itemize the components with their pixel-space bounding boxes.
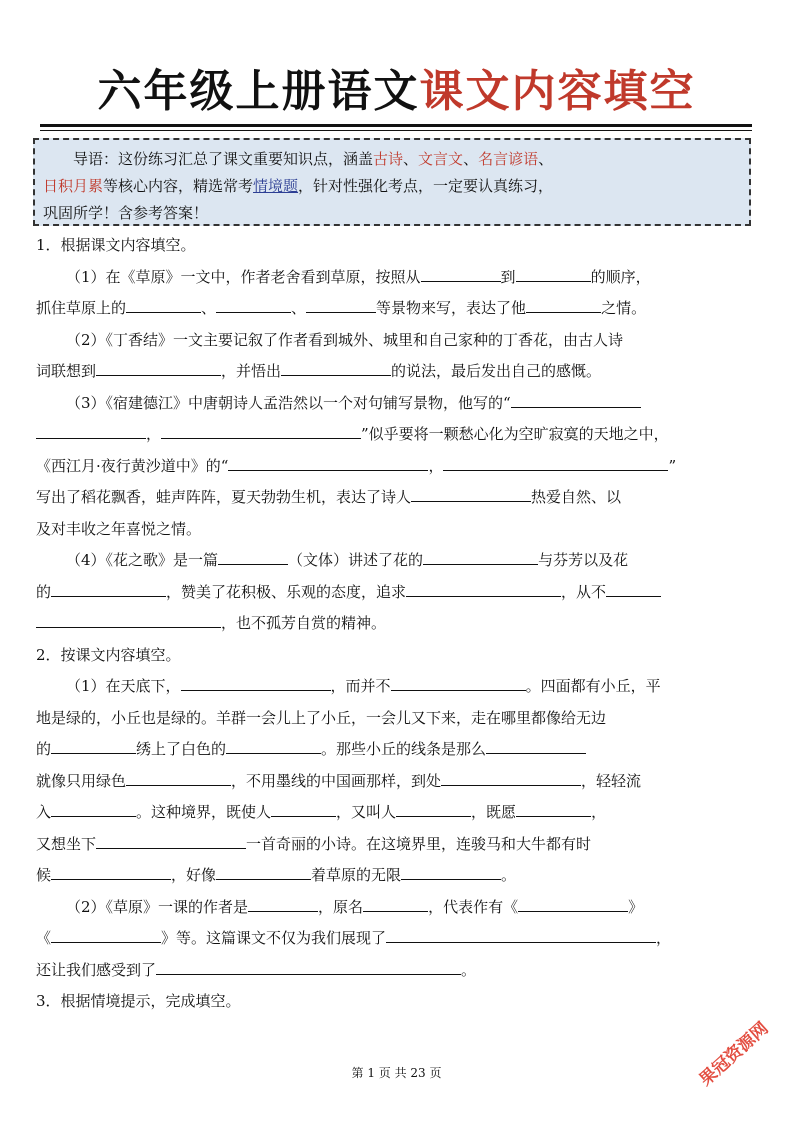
text: 》等。这篇课文不仅为我们展现了 xyxy=(161,929,387,947)
text: 。 xyxy=(501,866,517,884)
text: 抓住草原上的 xyxy=(36,299,127,317)
blank-field[interactable] xyxy=(363,895,428,912)
q2-p1-line7 xyxy=(36,860,758,892)
q2-p1-line3 xyxy=(36,734,758,766)
text: ，赞美了花积极、乐观的态度，追求 xyxy=(166,582,407,601)
text: ，轻轻流 xyxy=(581,771,642,790)
blank-field[interactable] xyxy=(516,800,591,817)
text: （1）在天底下， xyxy=(66,677,181,695)
blank-field[interactable] xyxy=(271,800,336,817)
q2-p1-line5 xyxy=(36,797,758,829)
text: 等景物来写，表达了他 xyxy=(376,299,527,317)
q2-p2-line1 xyxy=(36,892,758,924)
blank-field[interactable] xyxy=(51,737,136,754)
text: ，不用墨线的中国画那样，到处 xyxy=(231,771,442,790)
blank-field[interactable] xyxy=(386,926,656,943)
page-footer: 第 1 页 共 23 页 xyxy=(351,1066,442,1080)
title-rule-thin xyxy=(40,130,752,131)
text: 《 xyxy=(36,929,52,947)
text: 、 xyxy=(291,299,307,317)
text: 还让我们感受到了 xyxy=(36,960,157,979)
blank-field[interactable] xyxy=(306,296,376,313)
blank-field[interactable] xyxy=(51,580,166,597)
blank-field[interactable] xyxy=(516,265,591,282)
q2-p2-line3 xyxy=(36,955,758,987)
text: （文体）讲述了花的 xyxy=(288,551,424,569)
text: （1）在《草原》一文中，作者老舍看到草原，按照从 xyxy=(66,267,421,286)
intro-highlight-proverbs: 名言谚语 xyxy=(478,150,539,168)
intro-line-1 xyxy=(43,146,743,173)
intro-sep: 、 xyxy=(403,150,419,168)
blank-field[interactable] xyxy=(216,863,311,880)
q1-p2-line2 xyxy=(36,356,758,388)
blank-field[interactable] xyxy=(36,611,221,628)
q1-p4-line2 xyxy=(36,577,758,609)
text: ，既愿 xyxy=(471,803,517,821)
q3-heading: 3．根据情境提示，完成填空。 xyxy=(36,992,241,1010)
blank-field[interactable] xyxy=(606,580,661,597)
q1-p4-line1 xyxy=(36,545,758,577)
blank-field[interactable] xyxy=(511,391,641,408)
title-rule-thick xyxy=(40,124,752,127)
text: 热爱自然、以 xyxy=(531,488,622,506)
text: 词联想到 xyxy=(36,362,97,380)
blank-field[interactable] xyxy=(526,296,601,313)
q1-p4-line3 xyxy=(36,608,758,640)
page-title xyxy=(0,62,793,122)
text: 的顺序， xyxy=(590,267,651,286)
text: 。那些小丘的线条是那么 xyxy=(321,740,487,758)
blank-field[interactable] xyxy=(181,674,331,691)
text: ”似乎要将一颗愁心化为空旷寂寞的天地之中， xyxy=(361,425,669,443)
q1-p3-line5: 及对丰收之年喜悦之情。 xyxy=(36,519,202,538)
blank-field[interactable] xyxy=(51,926,161,943)
q1-p1-line2 xyxy=(36,293,758,325)
text: 就像只用绿色 xyxy=(36,771,127,790)
text: 一首奇丽的小诗。在这境界里，连骏马和大牛都有时 xyxy=(246,834,592,853)
blank-field[interactable] xyxy=(226,737,321,754)
blank-field[interactable] xyxy=(391,674,526,691)
text: 绣上了白色的 xyxy=(136,740,227,758)
blank-field[interactable] xyxy=(423,548,538,565)
text: ，又叫人 xyxy=(336,803,397,821)
q2-p1-line1 xyxy=(36,671,758,703)
blank-field[interactable] xyxy=(281,359,391,376)
blank-field[interactable] xyxy=(36,422,146,439)
blank-field[interactable] xyxy=(126,296,201,313)
text: ，原名 xyxy=(318,897,364,916)
blank-field[interactable] xyxy=(411,485,531,502)
intro-line-2 xyxy=(43,173,743,200)
text: 《西江月·夜行黄沙道中》的“ xyxy=(36,456,229,475)
text: ，代表作有《 xyxy=(428,897,519,916)
title-part-black: 六年级上册语文 xyxy=(97,66,420,117)
intro-highlight-daily: 日积月累 xyxy=(43,177,104,195)
q2-p1-line6 xyxy=(36,829,758,861)
blank-field[interactable] xyxy=(216,296,291,313)
blank-field[interactable] xyxy=(486,737,586,754)
watermark-stamp: 果冠资源网 xyxy=(695,1018,773,1091)
q1-p3-line4 xyxy=(36,482,758,514)
blank-field[interactable] xyxy=(441,769,581,786)
text: （4）《花之歌》是一篇 xyxy=(66,551,219,569)
blank-field[interactable] xyxy=(401,863,501,880)
q2-heading: 2．按课文内容填空。 xyxy=(36,645,181,664)
text: （2）《草原》一课的作者是 xyxy=(66,897,249,916)
intro-line-3 xyxy=(43,200,743,227)
intro-link-scenario[interactable]: 情境题 xyxy=(253,177,299,195)
text: 的说法，最后发出自己的感慨。 xyxy=(391,362,602,380)
blank-field[interactable] xyxy=(218,548,288,565)
text: ，而并不 xyxy=(330,677,391,695)
text: ，并悟出 xyxy=(221,362,282,380)
text: 。这种境界，既使人 xyxy=(136,803,272,821)
text: ，好像 xyxy=(171,866,217,884)
blank-field[interactable] xyxy=(96,832,246,849)
text: 写出了稻花飘香，蛙声阵阵，夏天勃勃生机，表达了诗人 xyxy=(36,488,412,506)
worksheet-body xyxy=(36,230,758,1018)
title-part-red: 课文内容填空 xyxy=(419,66,696,117)
q2-p1-line4 xyxy=(36,766,758,798)
text: 之情。 xyxy=(601,299,647,317)
text: 的 xyxy=(36,582,52,601)
text: ， xyxy=(591,803,607,821)
text: 。 xyxy=(461,960,477,979)
blank-field[interactable] xyxy=(51,863,171,880)
blank-field[interactable] xyxy=(406,580,561,597)
intro-tail2: 巩固所学！含参考答案！ xyxy=(43,204,209,222)
q1-p3-line2 xyxy=(36,419,758,451)
blank-field[interactable] xyxy=(421,265,501,282)
text: ” xyxy=(668,456,677,475)
intro-tail1: ，针对性强化考点，一定要认真练习， xyxy=(298,177,554,195)
text: 着草原的无限 xyxy=(311,866,402,884)
blank-field[interactable] xyxy=(161,422,361,439)
blank-field[interactable] xyxy=(228,454,428,471)
q1-p3-line3 xyxy=(36,451,758,483)
text: 与芬芳以及花 xyxy=(538,551,629,569)
intro-sep: 、 xyxy=(463,150,479,168)
text: 又想坐下 xyxy=(36,834,97,853)
text: ， xyxy=(428,456,444,475)
text: ， xyxy=(656,929,672,947)
text: （3）《宿建德江》中唐朝诗人孟浩然以一个对句铺写景物，他写的“ xyxy=(66,393,511,412)
q2-p1-line2: 地是绿的，小丘也是绿的。羊群一会儿上了小丘，一会儿又下来，走在哪里都像给无边 xyxy=(36,708,607,727)
blank-field[interactable] xyxy=(51,800,136,817)
text: 候 xyxy=(36,866,52,884)
blank-field[interactable] xyxy=(518,895,628,912)
text: 》 xyxy=(628,897,644,916)
text: ，从不 xyxy=(561,582,607,601)
intro-box xyxy=(33,138,751,226)
text: ，也不孤芳自赏的精神。 xyxy=(221,614,387,632)
text: 到 xyxy=(500,267,516,286)
blank-field[interactable] xyxy=(126,769,231,786)
intro-highlight-poem: 古诗 xyxy=(373,150,404,168)
intro-lead: 导语：这份练习汇总了课文重要知识点，涵盖 xyxy=(73,150,374,168)
q1-p1-line1 xyxy=(36,262,758,294)
intro-highlight-classical: 文言文 xyxy=(418,150,464,168)
blank-field[interactable] xyxy=(396,800,471,817)
text: 入 xyxy=(36,803,52,821)
intro-sep: 、 xyxy=(538,150,554,168)
q1-heading: 1．根据课文内容填空。 xyxy=(36,236,196,254)
q1-p3-line1 xyxy=(36,388,758,420)
blank-field[interactable] xyxy=(248,895,318,912)
q1-p2-line1: （2）《丁香结》一文主要记叙了作者看到城外、城里和自己家种的丁香花，由古人诗 xyxy=(66,330,624,349)
blank-field[interactable] xyxy=(96,359,221,376)
q2-p2-line2 xyxy=(36,923,758,955)
blank-field[interactable] xyxy=(156,958,461,975)
blank-field[interactable] xyxy=(443,454,668,471)
text: 。四面都有小丘，平 xyxy=(525,677,661,695)
text: 的 xyxy=(36,740,52,758)
intro-mid: 等核心内容，精选常考 xyxy=(103,177,254,195)
text: ， xyxy=(146,425,162,443)
text: 、 xyxy=(201,299,217,317)
